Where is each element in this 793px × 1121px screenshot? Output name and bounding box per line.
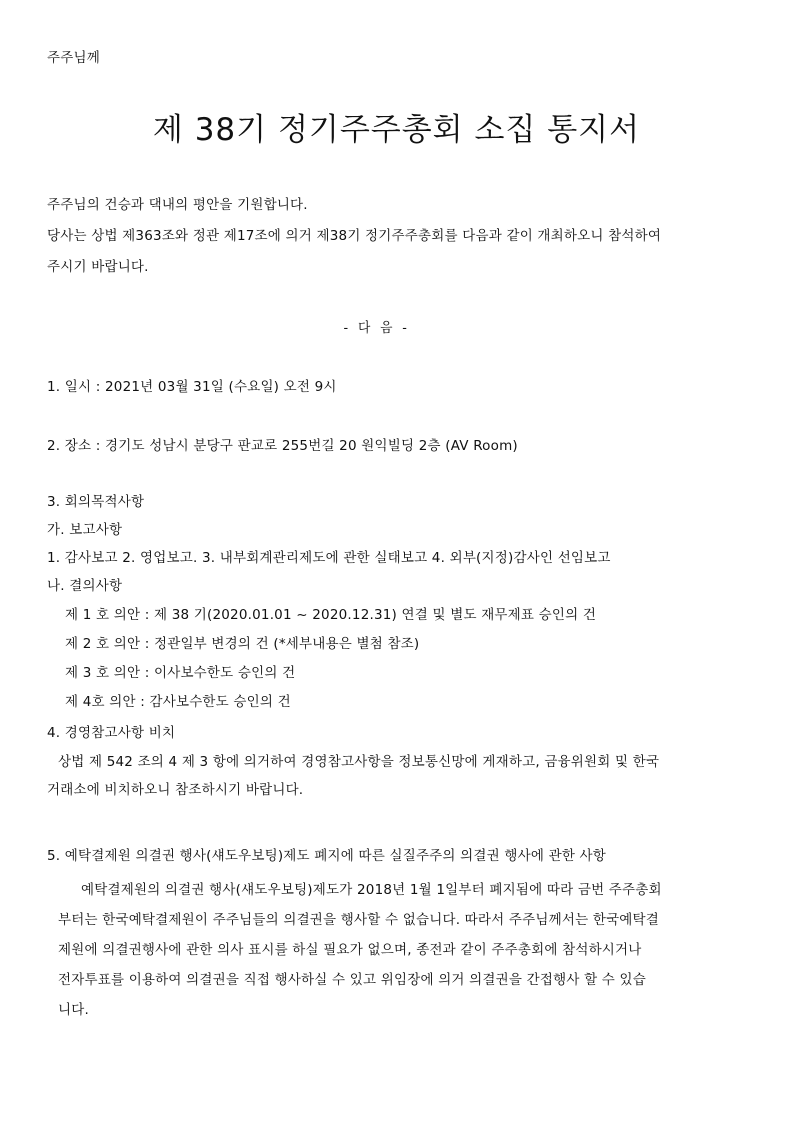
intro-line-3: 주시기 바랍니다. [47, 259, 149, 275]
item-4-line-2: 거래소에 비치하오니 참조하시기 바랍니다. [47, 782, 304, 798]
item-5-line-2: 부터는 한국예탁결제원이 주주님들의 의결권을 행사할 수 없습니다. 따라서 주주님께서는 한국예탁결 [58, 912, 660, 928]
item-1-datetime: 1. 일시 : 2021년 03월 31일 (수요일) 오전 9시 [47, 379, 337, 395]
agenda-item-3: 제 3 호 의안 : 이사보수한도 승인의 건 [65, 665, 296, 681]
intro-line-1: 주주님의 건승과 댁내의 평안을 기원합니다. [47, 197, 308, 213]
item-5-line-5: 니다. [58, 1002, 89, 1018]
item-4-heading: 4. 경영참고사항 비치 [47, 725, 176, 741]
item-5-line-1: 예탁결제원의 의결권 행사(섀도우보팅)제도가 2018년 1월 1일부터 폐지됨에 따라 금번 주주총회 [81, 882, 662, 898]
reports-list: 1. 감사보고 2. 영업보고. 3. 내부회계관리제도에 관한 실태보고 4. 외부(지정)감사인 선임보고 [47, 550, 611, 566]
item-5-heading: 5. 예탁결제원 의결권 행사(섀도우보팅)제도 폐지에 따른 실질주주의 의결권 행사에 관한 사항 [47, 848, 607, 864]
divider-text: - 다 음 - [343, 320, 410, 336]
item-5-line-4: 전자투표를 이용하여 의결권을 직접 행사하실 수 있고 위임장에 의거 의결권을 간접행사 할 수 있습 [58, 972, 647, 988]
agenda-item-2: 제 2 호 의안 : 정관일부 변경의 건 (*세부내용은 별첨 참조) [65, 636, 420, 652]
intro-line-2: 당사는 상법 제363조와 정관 제17조에 의거 제38기 정기주주총회를 다음과 같이 개최하오니 참석하여 [47, 228, 662, 244]
item-4-line-1: 상법 제 542 조의 4 제 3 항에 의거하여 경영참고사항을 정보통신망에 게재하고, 금융위원회 및 한국 [58, 754, 660, 770]
item-2-location: 2. 장소 : 경기도 성남시 분당구 판교로 255번길 20 원익빌딩 2층 (AV Room) [47, 438, 518, 454]
reports-heading: 가. 보고사항 [47, 522, 123, 538]
resolutions-heading: 나. 결의사항 [47, 578, 123, 594]
agenda-item-1: 제 1 호 의안 : 제 38 기(2020.01.01 ~ 2020.12.31) 연결 및 별도 재무제표 승인의 건 [65, 607, 597, 623]
item-3-heading: 3. 회의목적사항 [47, 494, 145, 510]
salutation: 주주님께 [47, 50, 100, 66]
item-5-line-3: 제원에 의결권행사에 관한 의사 표시를 하실 필요가 없으며, 종전과 같이 주주총회에 참석하시거나 [58, 942, 642, 958]
agenda-item-4: 제 4호 의안 : 감사보수한도 승인의 건 [65, 694, 291, 710]
document-title: 제 38기 정기주주총회 소집 통지서 [152, 112, 641, 148]
